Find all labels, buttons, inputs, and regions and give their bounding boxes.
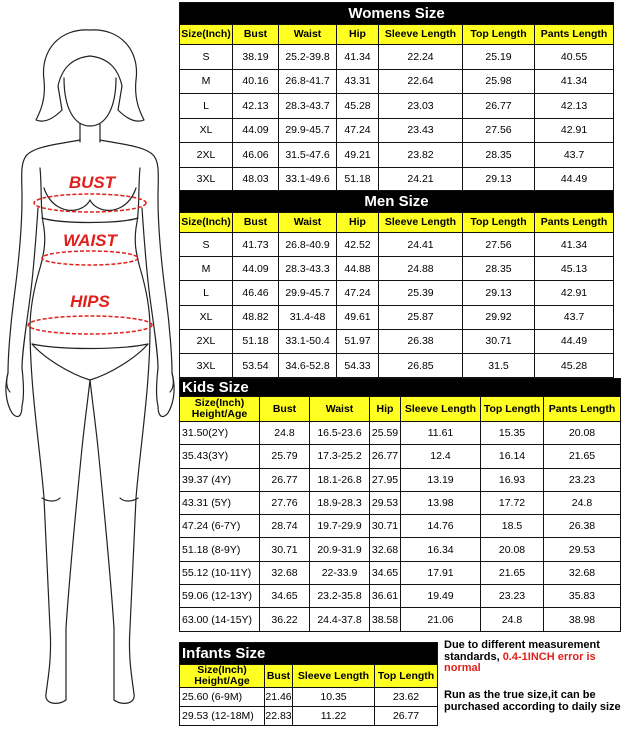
table-cell: 38.19 <box>233 45 279 70</box>
table-cell: 23.82 <box>379 143 463 168</box>
table-row <box>180 585 621 608</box>
table-row <box>180 94 614 119</box>
table-cell: 28.35 <box>463 257 535 281</box>
table-cell: 29.13 <box>463 167 535 192</box>
men-column-header: Bust <box>233 213 279 233</box>
table-cell: 48.82 <box>233 305 279 329</box>
table-row <box>180 491 621 514</box>
bust-label: BUST <box>68 173 116 192</box>
table-cell: 18.9-28.3 <box>310 491 370 514</box>
table-cell: 20.9-31.9 <box>310 538 370 561</box>
table-row <box>180 422 621 445</box>
table-cell: 47.24 <box>337 281 379 305</box>
table-cell: 34.65 <box>370 561 401 584</box>
kids-column-header: Size(Inch) Height/Age <box>180 397 260 422</box>
table-cell: 41.34 <box>337 45 379 70</box>
table-cell: 31.5 <box>463 353 535 377</box>
table-cell: 49.21 <box>337 143 379 168</box>
table-cell: 24.4-37.8 <box>310 608 370 631</box>
table-cell: S <box>180 233 233 257</box>
table-cell: 41.34 <box>535 233 614 257</box>
table-cell: 35.83 <box>544 585 621 608</box>
table-row <box>180 167 614 192</box>
table-cell: XL <box>180 305 233 329</box>
table-cell: 44.49 <box>535 167 614 192</box>
table-cell: 41.34 <box>535 69 614 94</box>
table-cell: 28.74 <box>260 515 310 538</box>
measurement-note <box>444 640 624 675</box>
table-cell: 42.91 <box>535 281 614 305</box>
table-cell: 22.24 <box>379 45 463 70</box>
table-cell: 10.35 <box>293 688 375 707</box>
table-cell: 27.95 <box>370 468 401 491</box>
kids-column-header: Waist <box>310 397 370 422</box>
table-cell: 34.65 <box>260 585 310 608</box>
table-cell: 18.1-26.8 <box>310 468 370 491</box>
table-cell: 29.53 <box>370 491 401 514</box>
table-cell: S <box>180 45 233 70</box>
table-cell: 16.5-23.6 <box>310 422 370 445</box>
kids-column-header: Bust <box>260 397 310 422</box>
table-cell: 29.9-45.7 <box>279 281 337 305</box>
table-row <box>180 69 614 94</box>
table-cell: 20.08 <box>481 538 544 561</box>
table-cell: 12.4 <box>401 445 481 468</box>
table-cell: 46.46 <box>233 281 279 305</box>
table-cell: 42.52 <box>337 233 379 257</box>
table-cell: 30.71 <box>260 538 310 561</box>
bust-measure-line <box>34 194 146 212</box>
table-cell: 47.24 (6-7Y) <box>180 515 260 538</box>
kids-column-header: Pants Length <box>544 397 621 422</box>
measurement-note-text: Due to different measurement standards, <box>444 639 600 663</box>
table-cell: 29.53 (12-18M) <box>180 707 265 726</box>
table-row <box>180 329 614 353</box>
table-cell: 26.8-40.9 <box>279 233 337 257</box>
table-cell: 32.68 <box>370 538 401 561</box>
table-cell: 33.1-49.6 <box>279 167 337 192</box>
table-cell: 44.09 <box>233 257 279 281</box>
table-cell: 43.7 <box>535 305 614 329</box>
womens-column-header: Sleeve Length <box>379 25 463 45</box>
table-cell: 24.8 <box>481 608 544 631</box>
table-cell: 59.06 (12-13Y) <box>180 585 260 608</box>
table-cell: 27.56 <box>463 118 535 143</box>
table-cell: 38.58 <box>370 608 401 631</box>
table-cell: 23.62 <box>375 688 438 707</box>
men-column-header: Size(Inch) <box>180 213 233 233</box>
table-cell: 16.14 <box>481 445 544 468</box>
table-cell: 27.76 <box>260 491 310 514</box>
table-cell: 21.46 <box>265 688 293 707</box>
table-cell: L <box>180 281 233 305</box>
table-cell: 26.8-41.7 <box>279 69 337 94</box>
table-cell: 16.93 <box>481 468 544 491</box>
men-size-table <box>179 190 614 378</box>
table-cell: 40.16 <box>233 69 279 94</box>
table-row <box>180 118 614 143</box>
table-cell: 11.22 <box>293 707 375 726</box>
table-row <box>180 561 621 584</box>
table-cell: L <box>180 94 233 119</box>
table-cell: 41.73 <box>233 233 279 257</box>
womens-column-header: Top Length <box>463 25 535 45</box>
table-row <box>180 608 621 631</box>
table-cell: 29.92 <box>463 305 535 329</box>
kids-size-table <box>179 378 621 632</box>
table-cell: 21.06 <box>401 608 481 631</box>
table-cell: 19.49 <box>401 585 481 608</box>
table-cell: 24.21 <box>379 167 463 192</box>
table-row <box>180 445 621 468</box>
table-cell: 13.98 <box>401 491 481 514</box>
table-cell: 28.3-43.7 <box>279 94 337 119</box>
measurement-error-highlight: 0.4-1INCH error is normal <box>444 650 596 674</box>
table-cell: 11.61 <box>401 422 481 445</box>
table-cell: 22.83 <box>265 707 293 726</box>
table-cell: 17.72 <box>481 491 544 514</box>
table-cell: 63.00 (14-15Y) <box>180 608 260 631</box>
table-cell: 25.79 <box>260 445 310 468</box>
table-cell: 25.39 <box>379 281 463 305</box>
table-cell: 24.8 <box>544 491 621 514</box>
table-cell: 2XL <box>180 329 233 353</box>
table-row <box>180 257 614 281</box>
table-cell: XL <box>180 118 233 143</box>
table-row <box>180 281 614 305</box>
table-cell: 26.77 <box>260 468 310 491</box>
table-cell: 23.23 <box>544 468 621 491</box>
table-row <box>180 233 614 257</box>
table-cell: 28.3-43.3 <box>279 257 337 281</box>
men-table-title: Men Size <box>180 191 614 213</box>
table-cell: 42.91 <box>535 118 614 143</box>
table-cell: 3XL <box>180 353 233 377</box>
table-cell: 16.34 <box>401 538 481 561</box>
table-cell: 26.77 <box>375 707 438 726</box>
table-cell: 22-33.9 <box>310 561 370 584</box>
table-cell: 49.61 <box>337 305 379 329</box>
table-cell: 36.22 <box>260 608 310 631</box>
table-cell: 26.77 <box>370 445 401 468</box>
table-cell: 35.43(3Y) <box>180 445 260 468</box>
womens-table-title: Womens Size <box>180 3 614 25</box>
table-cell: 51.18 (8-9Y) <box>180 538 260 561</box>
table-cell: 23.2-35.8 <box>310 585 370 608</box>
table-row <box>180 538 621 561</box>
kids-column-header: Top Length <box>481 397 544 422</box>
men-column-header: Hip <box>337 213 379 233</box>
table-cell: 34.6-52.8 <box>279 353 337 377</box>
table-cell: 46.06 <box>233 143 279 168</box>
table-row <box>180 305 614 329</box>
table-cell: 33.1-50.4 <box>279 329 337 353</box>
table-cell: 42.13 <box>535 94 614 119</box>
kids-table-title: Kids Size <box>180 379 621 397</box>
table-cell: 45.13 <box>535 257 614 281</box>
table-cell: 31.5-47.6 <box>279 143 337 168</box>
table-cell: 28.35 <box>463 143 535 168</box>
table-cell: 26.38 <box>379 329 463 353</box>
table-row <box>180 707 438 726</box>
table-cell: 29.9-45.7 <box>279 118 337 143</box>
table-cell: 14.76 <box>401 515 481 538</box>
table-cell: 25.60 (6-9M) <box>180 688 265 707</box>
table-cell: 24.88 <box>379 257 463 281</box>
table-cell: 51.97 <box>337 329 379 353</box>
table-cell: M <box>180 69 233 94</box>
womens-column-header: Waist <box>279 25 337 45</box>
table-cell: 19.7-29.9 <box>310 515 370 538</box>
infants-table-title: Infants Size <box>180 643 438 665</box>
body-measurement-figure <box>0 28 175 723</box>
table-cell: 18.5 <box>481 515 544 538</box>
table-cell: 30.71 <box>463 329 535 353</box>
table-cell: 24.41 <box>379 233 463 257</box>
table-cell: 25.19 <box>463 45 535 70</box>
table-cell: 44.09 <box>233 118 279 143</box>
table-cell: 21.65 <box>481 561 544 584</box>
table-cell: 44.49 <box>535 329 614 353</box>
table-cell: 22.64 <box>379 69 463 94</box>
table-cell: M <box>180 257 233 281</box>
table-cell: 29.53 <box>544 538 621 561</box>
kids-column-header: Hip <box>370 397 401 422</box>
waist-label: WAIST <box>63 231 117 250</box>
table-cell: 31.4-48 <box>279 305 337 329</box>
womens-column-header: Bust <box>233 25 279 45</box>
table-cell: 15.35 <box>481 422 544 445</box>
kids-column-header: Sleeve Length <box>401 397 481 422</box>
infants-column-header: Top Length <box>375 665 438 688</box>
table-row <box>180 688 438 707</box>
table-cell: 23.23 <box>481 585 544 608</box>
table-cell: 51.18 <box>337 167 379 192</box>
table-cell: 44.88 <box>337 257 379 281</box>
hips-label: HIPS <box>70 292 110 311</box>
table-cell: 25.98 <box>463 69 535 94</box>
waist-measure-line <box>42 251 138 265</box>
table-cell: 23.03 <box>379 94 463 119</box>
men-column-header: Pants Length <box>535 213 614 233</box>
table-cell: 24.8 <box>260 422 310 445</box>
table-cell: 30.71 <box>370 515 401 538</box>
infants-column-header: Size(Inch) Height/Age <box>180 665 265 688</box>
table-cell: 26.85 <box>379 353 463 377</box>
table-cell: 29.13 <box>463 281 535 305</box>
table-cell: 48.03 <box>233 167 279 192</box>
table-row <box>180 468 621 491</box>
table-row <box>180 353 614 377</box>
table-cell: 43.7 <box>535 143 614 168</box>
table-cell: 13.19 <box>401 468 481 491</box>
table-cell: 25.87 <box>379 305 463 329</box>
womens-column-header: Hip <box>337 25 379 45</box>
men-column-header: Waist <box>279 213 337 233</box>
infants-column-header: Sleeve Length <box>293 665 375 688</box>
men-column-header: Sleeve Length <box>379 213 463 233</box>
table-cell: 3XL <box>180 167 233 192</box>
hips-measure-line <box>28 316 152 334</box>
table-cell: 40.55 <box>535 45 614 70</box>
men-column-header: Top Length <box>463 213 535 233</box>
table-cell: 45.28 <box>337 94 379 119</box>
table-cell: 21.65 <box>544 445 621 468</box>
table-cell: 51.18 <box>233 329 279 353</box>
table-cell: 53.54 <box>233 353 279 377</box>
table-cell: 47.24 <box>337 118 379 143</box>
table-cell: 25.2-39.8 <box>279 45 337 70</box>
infants-column-header: Bust <box>265 665 293 688</box>
table-cell: 36.61 <box>370 585 401 608</box>
table-cell: 32.68 <box>260 561 310 584</box>
table-cell: 43.31 <box>337 69 379 94</box>
table-cell: 39.37 (4Y) <box>180 468 260 491</box>
table-cell: 26.38 <box>544 515 621 538</box>
infants-size-table <box>179 642 438 726</box>
table-cell: 17.91 <box>401 561 481 584</box>
table-cell: 43.31 (5Y) <box>180 491 260 514</box>
table-cell: 25.59 <box>370 422 401 445</box>
table-cell: 54.33 <box>337 353 379 377</box>
table-row <box>180 45 614 70</box>
table-cell: 17.3-25.2 <box>310 445 370 468</box>
table-cell: 32.68 <box>544 561 621 584</box>
table-cell: 38.98 <box>544 608 621 631</box>
table-row <box>180 515 621 538</box>
table-cell: 55.12 (10-11Y) <box>180 561 260 584</box>
table-cell: 23.43 <box>379 118 463 143</box>
womens-size-table <box>179 2 614 192</box>
table-cell: 31.50(2Y) <box>180 422 260 445</box>
table-cell: 42.13 <box>233 94 279 119</box>
womens-column-header: Size(Inch) <box>180 25 233 45</box>
womens-column-header: Pants Length <box>535 25 614 45</box>
table-cell: 26.77 <box>463 94 535 119</box>
table-cell: 27.56 <box>463 233 535 257</box>
sizing-advice-note: Run as the true size,it can be purchased according to daily size <box>444 689 621 713</box>
table-cell: 2XL <box>180 143 233 168</box>
table-cell: 45.28 <box>535 353 614 377</box>
table-cell: 20.08 <box>544 422 621 445</box>
table-row <box>180 143 614 168</box>
